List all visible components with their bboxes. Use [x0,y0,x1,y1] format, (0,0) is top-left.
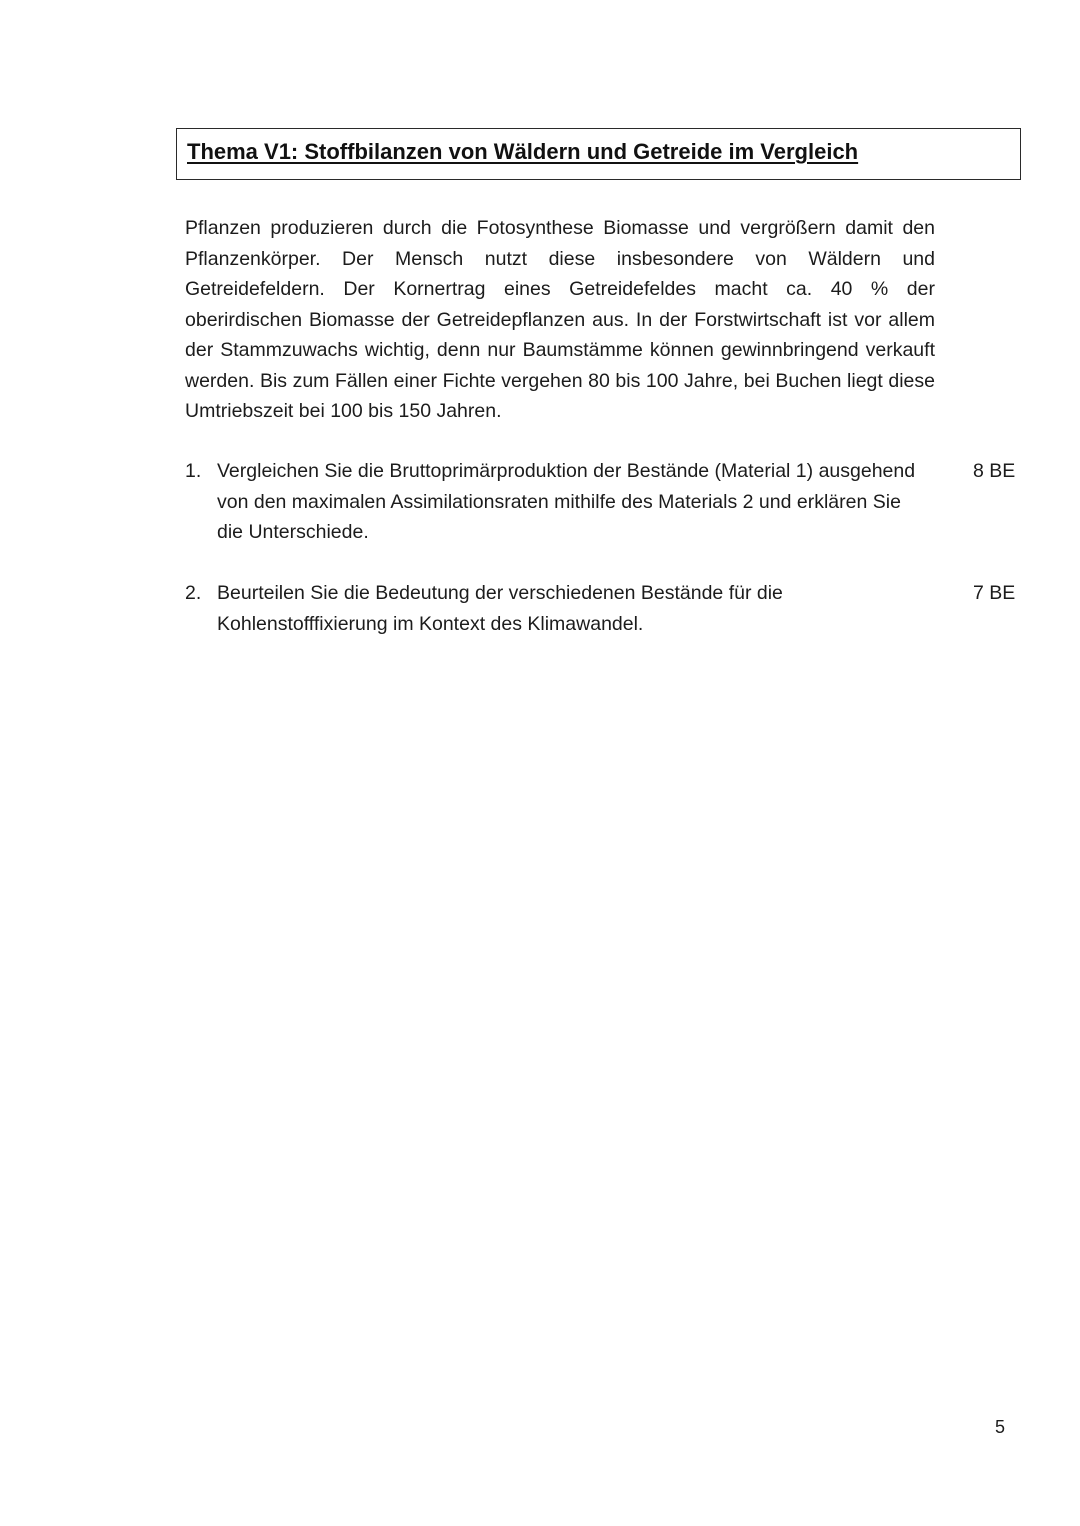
task-text: Vergleichen Sie die Bruttoprimärproduktion der Bestände (Material 1) ausgehend von den maximalen Assimilationsraten mithilfe des Materials 2 und erklären Sie die Unterschiede. [217,460,916,543]
task-text: Beurteilen Sie die Bedeutung der verschiedenen Bestände für die Kohlenstofffixierung im Kontext des Klimawandel. [217,582,783,635]
title-box [176,128,1021,180]
page-number: 5 [995,1417,1006,1437]
task-points: 8 BE [973,460,1016,482]
intro-paragraph: Pflanzen produzieren durch die Fotosynthese Biomasse und vergrößern damit den Pflanzenkörper. Der Mensch nutzt diese insbesondere von Wäldern und Getreidefeldern. Der Kornertrag eines Getreidefeldes macht ca. 40 % der oberirdischen Biomasse der Getreidepflanzen aus. In der Forstwirtschaft ist vor allem der Stammzuwachs wichtig, denn nur Baumstämme können gewinnbringend verkauft werden. Bis zum Fällen einer Fichte vergehen 80 bis 100 Jahre, bei Buchen liegt diese Umtriebszeit bei 100 bis 150 Jahren. [185,217,935,422]
task-points: 7 BE [973,582,1016,604]
task-number: 1. [185,460,202,482]
page-title: Thema V1: Stoffbilanzen von Wäldern und Getreide im Vergleich [187,139,859,164]
task-number: 2. [185,582,202,604]
